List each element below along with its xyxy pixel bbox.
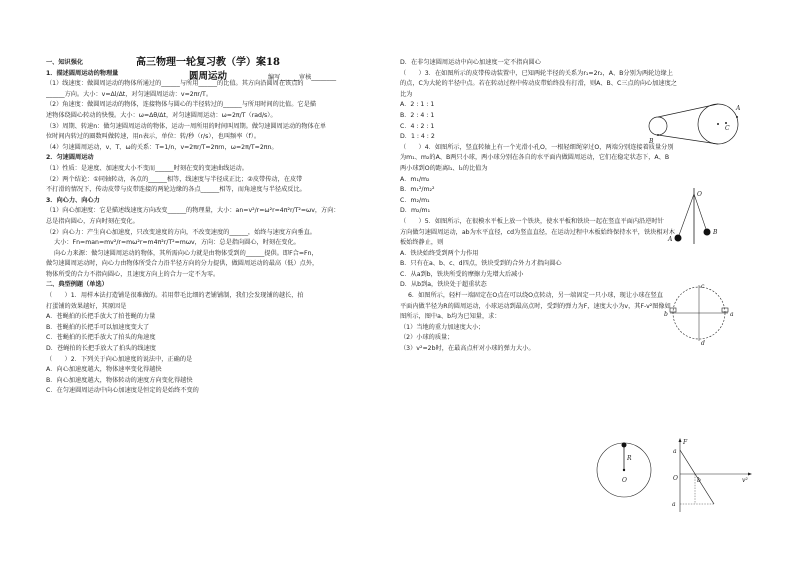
graph-label-a-neg: a: [672, 501, 676, 508]
text-line: 方向做匀速圆周运动，ab为水平直径，cd为竖直直径，在运动过程中木板始终保持水平，铁块相对木: [400, 228, 675, 236]
text-line: 述物体绕圆心转动的快慢。大小：ω=Δθ/Δt，对匀速圆周运动：ω=2π/T（rad/s）。: [46, 111, 277, 119]
cone-label-o: O: [697, 191, 702, 198]
text-line: （ ）4．如图所示，竖直转轴上有一个光滑小孔O，一根轻细绳穿过O，两端分别连接着质量分别: [400, 143, 674, 151]
belt-label-c: C: [725, 125, 730, 132]
text-line: A．苍蝇拍的长把手放大了拍苍蝇的力量: [46, 313, 156, 321]
vertical-circle-figure: [662, 280, 736, 346]
text-line: （2）小球的质量；: [400, 334, 454, 342]
point-c: [725, 122, 727, 124]
text-line: 做匀速圆周运动时，向心力由物体所受合力沿半径方向的分力提供，做圆周运动的最高（低）点外，: [46, 260, 319, 268]
large-pulley-center: [717, 123, 719, 125]
belt-bottom: [658, 135, 718, 144]
graph-label-a: a: [673, 448, 677, 455]
text-line: 两小球到O的距离l₁、l₂的比值为: [400, 164, 488, 172]
rod-label-r: R: [627, 455, 632, 462]
rod-ball: [622, 443, 627, 448]
text-line: 位时间内转过的圈数叫做转速，用n表示，单位：转/秒（r/s），也叫频率（f）。: [46, 133, 261, 141]
text-line: B．只有在a、b、c、d四点，铁块受到的合外力才指向圆心: [400, 260, 562, 268]
section-heading: 二、典型例题（单选）: [46, 281, 108, 289]
text-line: 不打滑的情况下，传动皮带与皮带连接的两轮边缘的各点______相等，而角速度与半径成反比。: [46, 186, 306, 194]
belt-top: [658, 104, 718, 117]
text-line: C．4 : 2 : 1: [400, 122, 435, 130]
text-line: 总是指向圆心，方向时刻在变化。: [46, 217, 139, 225]
text-line: A．m₁/m₂: [400, 175, 430, 183]
circle-label-a: a: [730, 311, 734, 318]
circle-label-d: d: [701, 340, 705, 346]
text-line: 为m₁、m₂的A、B两只小球，两小球分别在各自的水平面内做圆周运动，它们在稳定状态下，A、B: [400, 154, 670, 162]
text-line: （ ）5．如图所示，在很模水平板上放一个铁块，使水平板和铁块一起在竖直平面内沿逆时针: [400, 217, 664, 225]
rod-pivot: [623, 469, 625, 471]
conical-pendulum-figure: [664, 186, 724, 248]
text-line: （1）性质：是速度、加速度大小不变而______时刻在变的变速曲线运动。: [46, 164, 248, 172]
text-line: A．2 : 1 : 1: [400, 101, 435, 109]
point-b: [657, 134, 659, 136]
graph-y-arrow: [679, 438, 682, 442]
point-a: [736, 116, 738, 118]
string-a: [678, 194, 694, 238]
belt-label-b: B: [649, 138, 654, 145]
text-line: 板始终静止，则: [400, 239, 444, 247]
section-heading: 1．描述圆周运动的物理量: [46, 69, 119, 77]
graph-label-v2: v²: [742, 477, 748, 484]
circle-label-c: c: [701, 283, 705, 290]
text-line: B．2 : 4 : 1: [400, 111, 435, 119]
text-line: D．m₂/m₁: [400, 207, 431, 215]
text-line: A．向心加速度越大，物体速率变化得越快: [46, 366, 162, 374]
text-line: 物体所受的合力不指向圆心，且速度方向上的合力一定不为零。: [46, 270, 220, 278]
section-heading: 一、知识强化: [46, 59, 84, 66]
graph-x-arrow: [748, 473, 752, 476]
text-line: （2）向心力：产生向心加速度，只改变速度的方向，不改变速度的______，始终与速度方向垂直。: [46, 228, 316, 236]
text-line: C．从a到b，铁块所受的摩擦力先增大后减小: [400, 270, 524, 278]
force-velocity-graph: [670, 436, 754, 516]
page-title: 高三物理一轮复习教（学）案18: [136, 57, 280, 68]
text-line: 图所示，图中a、b均为已知量，求：: [400, 313, 501, 321]
text-line: 6．如图所示，轻杆一端固定在O点在可以绕O点转动，另一端固定一只小球，现让小球在竖直: [408, 292, 663, 300]
text-line: D．1 : 4 : 2: [400, 133, 435, 141]
text-line: （1）线速度：做圆周运动的物体所通过的______与所用______的比值。其方向沿圆周在该点的: [46, 80, 304, 88]
text-line: B．向心加速度越大，物体转动的速度方向变化得越快: [46, 376, 193, 384]
graph-label-f: F: [683, 439, 688, 446]
graph-label-o: O: [673, 475, 678, 482]
ball-b: [704, 229, 711, 236]
cone-label-a: A: [668, 236, 673, 243]
text-line: （2）两个结论：①同轴转动，各点的______相等，线速度与半径成正比；②皮带传动，在皮带: [46, 175, 303, 183]
text-line: 的点，C为大轮的半径中点。若在转动过程中传动皮带始终没有打滑，则A、B、C三点的向心加速度之: [400, 80, 677, 88]
text-line: A．铁块始终受到两个力作用: [400, 249, 479, 257]
text-line: 向心力来源：做匀速圆周运动的物体，其所需向心力就是由物体受到的______提供。即F合=Fn，: [54, 249, 318, 257]
text-line: （ ）3．在如图所示的皮带传动装置中，已知两轮半径的关系为r₁=2r₂，A、B分别为两轮边缘上: [400, 69, 673, 77]
text-line: C．苍蝇拍的长把手放大了拍头的角速度: [46, 334, 156, 342]
text-line: C．m₂/m₁: [400, 196, 430, 204]
text-line: （3）周期、转速n：做匀速圆周运动的物体，运动一周所用的时间叫周期。做匀速圆周运动的物体在单: [46, 122, 327, 130]
text-line: （1）向心加速度：它是描述线速度方向改变______的物理量，大小：an=v²/r=ω²r=4π²r/T²=ωv，方向：: [46, 207, 340, 215]
rod-label-o: O: [622, 477, 627, 484]
text-line: （ ）2．下列关于向心加速度的说法中，正确的是: [46, 355, 193, 363]
left-column: [46, 58, 396, 397]
section-heading: 2．匀速圆周运动: [46, 154, 94, 162]
small-pulley: [649, 117, 667, 135]
text-line: D．苍蝇拍的长把手放大了拍头的线速度: [46, 345, 156, 353]
author-reviewer-line: 编写______审核________: [268, 74, 337, 81]
text-line: B．苍蝇拍的长把手可以加速度变大了: [46, 323, 150, 331]
rod-circle-figure: [594, 440, 654, 502]
text-line: D．在非匀速圆周运动中向心加速度一定不指向圆心: [400, 59, 541, 66]
text-line: ______方向。大小：v=Δl/Δt，对匀速圆周运动：v=2πr/T。: [46, 90, 213, 98]
page-subtitle: 圆周运动: [188, 71, 227, 82]
text-line: 打蛋铺的效果越好，其原因是: [46, 302, 127, 310]
text-line: D．从b到a，铁块处于超重状态: [400, 281, 487, 289]
string-b: [694, 194, 707, 232]
text-line: 平面内做半径为R的圆周运动，小球运动到最高点时，受到的弹力为F，速度大小为v，其F-v²图像如: [400, 302, 671, 310]
text-line: （4）匀速圆周运动，v、T、ω的关系：T=1/n，v=2πr/T=2πrn，ω=2π/T=2πn。: [46, 143, 278, 151]
belt-pulley-figure: [636, 99, 756, 151]
cone-label-b: B: [713, 229, 718, 236]
circle-label-b: b: [664, 311, 668, 318]
ball-a: [675, 235, 682, 242]
text-line: B．m₁²/m₂²: [400, 186, 435, 194]
graph-label-b: b: [697, 477, 701, 484]
text-line: （2）角速度：做圆周运动的物体，连接物体与圆心的半径转过的______与所用时间的比值。它是描: [46, 101, 316, 109]
text-line: （ ）1．用样本法打造铺是很难做的。若用带毛比细的老铺铺制，我们会发现铺的越长，拍: [46, 292, 304, 300]
text-line: C．在匀速圆周运动中向心加速度是恒定的是始终不变的: [46, 387, 199, 395]
text-line: （1）当地的重力加速度大小；: [400, 323, 485, 331]
section-heading: 3．向心力、向心力: [46, 196, 100, 204]
belt-label-a: A: [736, 105, 741, 112]
text-line: 大小：Fn=man=mv²/r=mω²r=m4π²r/T²=mωv，方向：总是指向圆心，时刻在变化。: [54, 239, 300, 247]
text-line: （3）v²=2b时，在最高点杆对小球的弹力大小。: [400, 345, 535, 353]
text-line: 比为: [400, 90, 413, 98]
